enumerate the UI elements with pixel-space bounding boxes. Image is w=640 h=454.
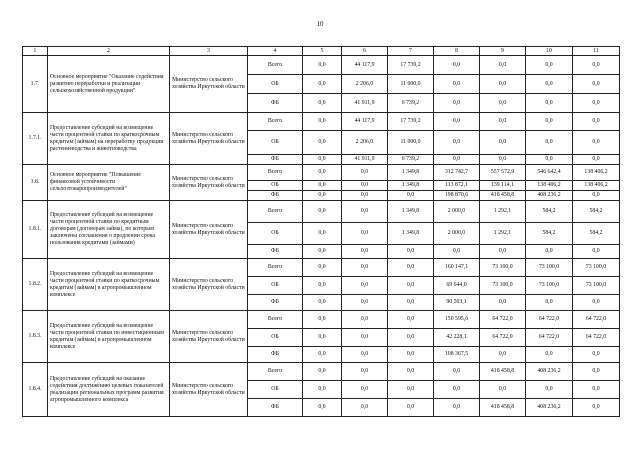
amount-cell: 0,0 [303, 155, 342, 165]
amount-cell: 0,0 [342, 223, 388, 245]
amount-cell: 584,2 [573, 223, 620, 245]
amount-cell: 1 349,8 [388, 181, 434, 191]
table-row [23, 165, 620, 181]
amount-cell: 408 236,2 [526, 191, 573, 201]
amount-cell: 6 739,2 [388, 94, 434, 113]
column-header: 1 [23, 47, 48, 56]
funding-source: ОБ [248, 131, 303, 155]
executor: Министерство сельского хозяйства Иркутской области [170, 56, 248, 113]
amount-cell: 0,0 [573, 75, 620, 94]
amount-cell: 584,2 [526, 201, 573, 223]
amount-cell: 0,0 [434, 94, 480, 113]
amount-cell: 0,0 [342, 347, 388, 363]
measure-name: Основное мероприятие "Повышение финансовой устойчивости сельхозтоваропроизводителей" [48, 165, 170, 201]
column-header: 5 [303, 47, 342, 56]
budget-table [22, 46, 620, 417]
amount-cell: 0,0 [342, 259, 388, 277]
funding-source: ОБ [248, 181, 303, 191]
item-code: 1.8. [23, 165, 48, 201]
funding-source: Всего [248, 201, 303, 223]
amount-cell: 0,0 [434, 155, 480, 165]
table-row [23, 311, 620, 329]
amount-cell: 0,0 [480, 94, 526, 113]
amount-cell: 0,0 [526, 94, 573, 113]
amount-cell: 108 367,5 [434, 347, 480, 363]
amount-cell: 113 872,1 [434, 181, 480, 191]
amount-cell: 0,0 [526, 245, 573, 259]
amount-cell: 418 458,8 [480, 399, 526, 417]
amount-cell: 0,0 [573, 381, 620, 399]
column-header: 10 [526, 47, 573, 56]
amount-cell: 0,0 [526, 381, 573, 399]
amount-cell: 17 739,2 [388, 56, 434, 75]
amount-cell: 0,0 [526, 75, 573, 94]
amount-cell: 0,0 [526, 56, 573, 75]
amount-cell: 73 100,0 [480, 259, 526, 277]
column-header: 11 [573, 47, 620, 56]
amount-cell: 312 742,7 [434, 165, 480, 181]
amount-cell: 11 000,0 [388, 131, 434, 155]
executor: Министерство сельского хозяйства Иркутской области [170, 363, 248, 417]
funding-source: ОБ [248, 329, 303, 347]
funding-source: ФБ [248, 295, 303, 311]
amount-cell: 0,0 [434, 56, 480, 75]
amount-cell: 1 292,1 [480, 223, 526, 245]
amount-cell: 0,0 [480, 131, 526, 155]
measure-name: Предоставление субсидий на возмещение части процентной ставки по кредитным договорам (договорам займа), по которым заключены соглашения о продлении срока пользования кредитами (займами) [48, 201, 170, 259]
amount-cell: 139 114,1 [480, 181, 526, 191]
amount-cell: 44 117,9 [342, 56, 388, 75]
amount-cell: 0,0 [526, 347, 573, 363]
funding-source: Всего [248, 259, 303, 277]
amount-cell: 0,0 [480, 347, 526, 363]
amount-cell: 0,0 [434, 131, 480, 155]
amount-cell: 11 000,0 [388, 75, 434, 94]
item-code: 1.8.3. [23, 311, 48, 363]
amount-cell: 138 406,2 [573, 181, 620, 191]
amount-cell: 160 147,1 [434, 259, 480, 277]
amount-cell: 2 000,0 [434, 223, 480, 245]
amount-cell: 0,0 [303, 191, 342, 201]
amount-cell: 0,0 [573, 94, 620, 113]
amount-cell: 1 349,8 [388, 223, 434, 245]
measure-name: Предоставление субсидий на возмещение части процентной ставки по краткосрочным кредитам (займам) на переработку продукции растениеводства и животноводства [48, 113, 170, 165]
amount-cell: 0,0 [480, 381, 526, 399]
amount-cell: 0,0 [342, 277, 388, 295]
amount-cell: 42 228,1 [434, 329, 480, 347]
measure-name: Предоставление субсидий на оказание содействия достижению целевых показателей реализации региональных программ развития агропромышленного комплекса [48, 363, 170, 417]
amount-cell: 0,0 [573, 56, 620, 75]
amount-cell: 0,0 [303, 347, 342, 363]
amount-cell: 64 722,0 [573, 311, 620, 329]
amount-cell: 0,0 [573, 399, 620, 417]
amount-cell: 0,0 [303, 363, 342, 381]
amount-cell: 0,0 [388, 399, 434, 417]
amount-cell: 0,0 [303, 94, 342, 113]
amount-cell: 0,0 [480, 155, 526, 165]
amount-cell: 73 100,0 [526, 277, 573, 295]
amount-cell: 0,0 [303, 245, 342, 259]
column-header: 3 [170, 47, 248, 56]
amount-cell: 546 642,4 [526, 165, 573, 181]
column-header: 8 [434, 47, 480, 56]
amount-cell: 73 100,0 [573, 259, 620, 277]
amount-cell: 0,0 [434, 399, 480, 417]
amount-cell: 150 595,6 [434, 311, 480, 329]
amount-cell: 64 722,0 [526, 329, 573, 347]
amount-cell: 0,0 [434, 113, 480, 131]
executor: Министерство сельского хозяйства Иркутской области [170, 165, 248, 201]
amount-cell: 0,0 [388, 381, 434, 399]
amount-cell: 0,0 [342, 245, 388, 259]
amount-cell: 0,0 [480, 245, 526, 259]
funding-source: ФБ [248, 399, 303, 417]
table-row [23, 56, 620, 75]
column-header: 2 [48, 47, 170, 56]
funding-source: ФБ [248, 347, 303, 363]
amount-cell: 73 100,0 [573, 277, 620, 295]
amount-cell: 0,0 [342, 329, 388, 347]
amount-cell: 1 292,1 [480, 201, 526, 223]
amount-cell: 408 236,2 [526, 399, 573, 417]
table-row [23, 259, 620, 277]
amount-cell: 0,0 [388, 329, 434, 347]
table-row [23, 113, 620, 131]
funding-source: ОБ [248, 223, 303, 245]
amount-cell: 73 100,0 [526, 259, 573, 277]
amount-cell: 0,0 [342, 363, 388, 381]
amount-cell: 0,0 [388, 259, 434, 277]
column-header: 7 [388, 47, 434, 56]
amount-cell: 90 503,1 [434, 295, 480, 311]
amount-cell: 73 100,0 [480, 277, 526, 295]
amount-cell: 0,0 [303, 201, 342, 223]
amount-cell: 64 722,0 [526, 311, 573, 329]
amount-cell: 64 722,0 [480, 311, 526, 329]
amount-cell: 0,0 [342, 165, 388, 181]
amount-cell: 0,0 [573, 191, 620, 201]
amount-cell: 138 406,2 [526, 181, 573, 191]
amount-cell: 0,0 [388, 347, 434, 363]
amount-cell: 2 000,0 [434, 201, 480, 223]
funding-source: Всего [248, 113, 303, 131]
amount-cell: 0,0 [388, 295, 434, 311]
amount-cell: 0,0 [573, 155, 620, 165]
page-number: 10 [316, 20, 324, 28]
amount-cell: 0,0 [480, 295, 526, 311]
amount-cell: 0,0 [526, 131, 573, 155]
amount-cell: 0,0 [388, 191, 434, 201]
amount-cell: 138 406,2 [573, 165, 620, 181]
amount-cell: 0,0 [526, 295, 573, 311]
amount-cell: 0,0 [573, 131, 620, 155]
amount-cell: 0,0 [303, 311, 342, 329]
executor: Министерство сельского хозяйства Иркутской области [170, 113, 248, 165]
amount-cell: 0,0 [303, 75, 342, 94]
amount-cell: 418 458,8 [480, 363, 526, 381]
amount-cell: 2 206,0 [342, 75, 388, 94]
amount-cell: 0,0 [388, 245, 434, 259]
amount-cell: 64 722,0 [573, 329, 620, 347]
executor: Министерство сельского хозяйства Иркутской области [170, 311, 248, 363]
amount-cell: 0,0 [342, 201, 388, 223]
funding-source: Всего [248, 56, 303, 75]
table-row [23, 363, 620, 381]
amount-cell: 557 572,9 [480, 165, 526, 181]
amount-cell: 0,0 [342, 191, 388, 201]
amount-cell: 0,0 [342, 381, 388, 399]
table-body [23, 56, 620, 417]
measure-name: Основное мероприятие "Оказание содействия развитию переработки и реализации сельскохозяйственной продукции" [48, 56, 170, 113]
amount-cell: 0,0 [434, 363, 480, 381]
amount-cell: 0,0 [303, 56, 342, 75]
amount-cell: 1 349,8 [388, 165, 434, 181]
amount-cell: 1 349,8 [388, 201, 434, 223]
amount-cell: 0,0 [573, 245, 620, 259]
amount-cell: 0,0 [303, 381, 342, 399]
measure-name: Предоставление субсидий на возмещение части процентной ставки по инвестиционным кредитам (займам) в агропромышленном комплексе [48, 311, 170, 363]
amount-cell: 0,0 [434, 245, 480, 259]
amount-cell: 0,0 [303, 113, 342, 131]
item-code: 1.8.2. [23, 259, 48, 311]
amount-cell: 0,0 [480, 113, 526, 131]
amount-cell: 584,2 [526, 223, 573, 245]
column-header: 6 [342, 47, 388, 56]
measure-name: Предоставление субсидий на возмещение части процентной ставки по краткосрочным кредитам (займам) в агропромышленном комплексе [48, 259, 170, 311]
amount-cell: 0,0 [303, 329, 342, 347]
column-header: 4 [248, 47, 303, 56]
table-row [23, 201, 620, 223]
amount-cell: 0,0 [303, 181, 342, 191]
amount-cell: 0,0 [303, 223, 342, 245]
funding-source: ФБ [248, 155, 303, 165]
funding-source: Всего [248, 363, 303, 381]
funding-source: Всего [248, 165, 303, 181]
item-code: 1.8.1. [23, 201, 48, 259]
amount-cell: 0,0 [434, 381, 480, 399]
amount-cell: 0,0 [434, 75, 480, 94]
amount-cell: 0,0 [303, 295, 342, 311]
amount-cell: 418 458,8 [480, 191, 526, 201]
item-code: 1.7.1. [23, 113, 48, 165]
amount-cell: 0,0 [573, 113, 620, 131]
column-header: 9 [480, 47, 526, 56]
amount-cell: 0,0 [388, 311, 434, 329]
funding-source: ФБ [248, 245, 303, 259]
amount-cell: 0,0 [303, 259, 342, 277]
amount-cell: 6 739,2 [388, 155, 434, 165]
amount-cell: 17 739,2 [388, 113, 434, 131]
amount-cell: 0,0 [388, 363, 434, 381]
funding-source: ОБ [248, 75, 303, 94]
amount-cell: 64 722,0 [480, 329, 526, 347]
amount-cell: 0,0 [480, 56, 526, 75]
header-row [23, 47, 620, 56]
amount-cell: 0,0 [303, 277, 342, 295]
funding-source: ФБ [248, 191, 303, 201]
executor: Министерство сельского хозяйства Иркутской области [170, 259, 248, 311]
amount-cell: 0,0 [303, 131, 342, 155]
amount-cell: 0,0 [342, 295, 388, 311]
amount-cell: 0,0 [342, 181, 388, 191]
amount-cell: 0,0 [303, 165, 342, 181]
amount-cell: 0,0 [303, 399, 342, 417]
amount-cell: 41 911,9 [342, 155, 388, 165]
amount-cell: 0,0 [388, 277, 434, 295]
amount-cell: 408 236,2 [526, 363, 573, 381]
amount-cell: 0,0 [573, 295, 620, 311]
amount-cell: 44 117,9 [342, 113, 388, 131]
funding-source: Всего [248, 311, 303, 329]
amount-cell: 198 870,6 [434, 191, 480, 201]
amount-cell: 0,0 [526, 155, 573, 165]
funding-source: ОБ [248, 277, 303, 295]
amount-cell: 0,0 [573, 347, 620, 363]
item-code: 1.7. [23, 56, 48, 113]
executor: Министерство сельского хозяйства Иркутской области [170, 201, 248, 259]
item-code: 1.8.4. [23, 363, 48, 417]
amount-cell: 0,0 [342, 399, 388, 417]
amount-cell: 0,0 [480, 75, 526, 94]
funding-source: ОБ [248, 381, 303, 399]
amount-cell: 0,0 [342, 311, 388, 329]
funding-source: ФБ [248, 94, 303, 113]
amount-cell: 2 206,0 [342, 131, 388, 155]
amount-cell: 69 644,0 [434, 277, 480, 295]
amount-cell: 0,0 [526, 113, 573, 131]
amount-cell: 41 911,9 [342, 94, 388, 113]
amount-cell: 0,0 [573, 363, 620, 381]
amount-cell: 584,2 [573, 201, 620, 223]
